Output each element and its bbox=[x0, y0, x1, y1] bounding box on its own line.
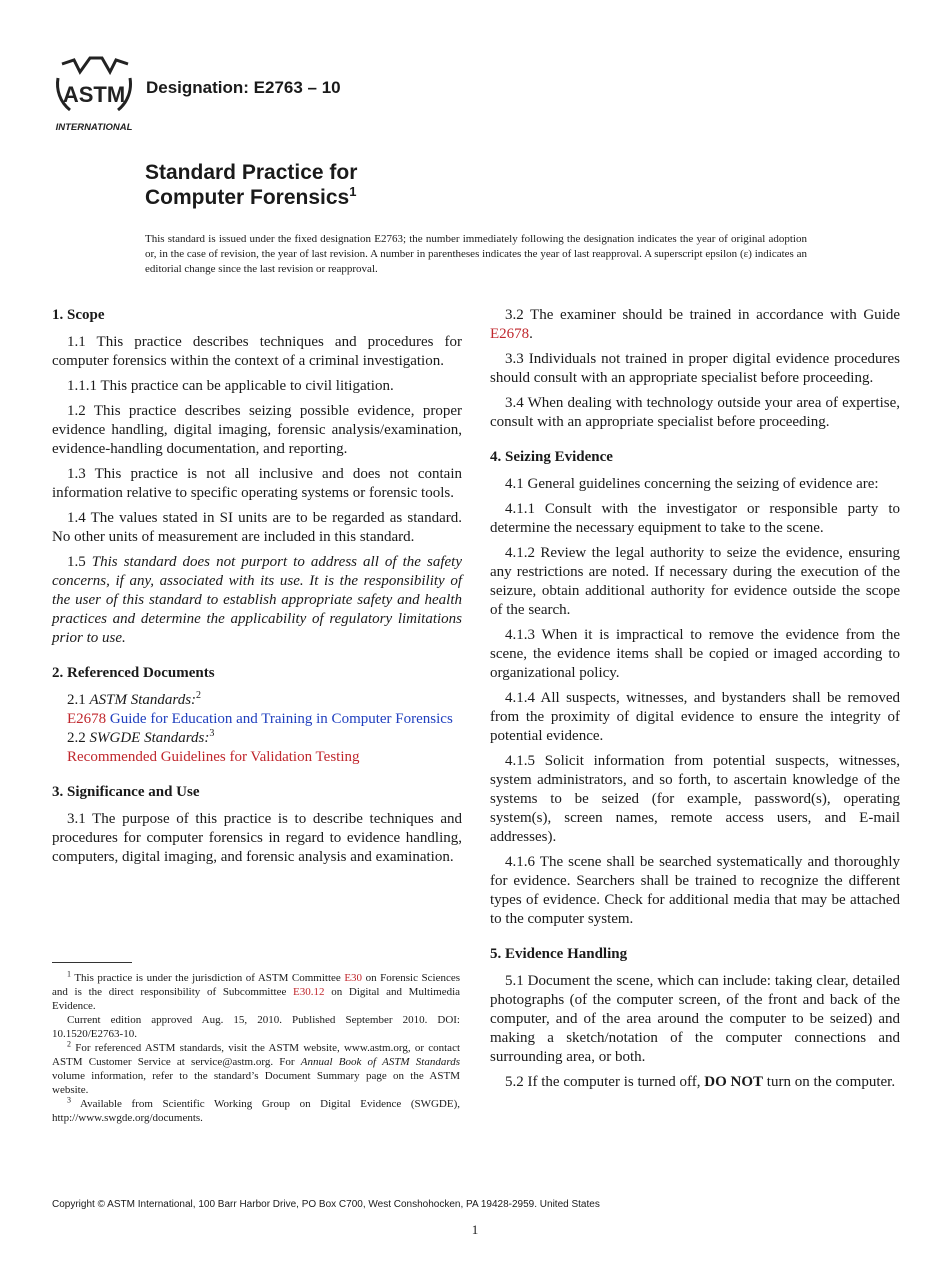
para-4-1-1: 4.1.1 Consult with the investigator or responsible party to determine the necessary equipment to take to the scene. bbox=[490, 501, 900, 536]
footnote-2-book-title: Annual Book of ASTM Standards bbox=[300, 1056, 461, 1068]
para-2-1-sup: 2 bbox=[196, 690, 202, 701]
para-4-1-5: 4.1.5 Solicit information from potential suspects, witnesses, system administrators, and so forth, to ascertain knowledge of the systems to be seized (for example, password(s), operating system(s), screen names, remote access users, and E-mail addresses). bbox=[490, 753, 900, 845]
para-3-1: 3.1 The purpose of this practice is to describe techniques and procedures for computer forensics in regard to evidence handling, computers, digital imaging, and forensic analysis and examination. bbox=[52, 811, 462, 865]
footnote-3-mark: 3 bbox=[67, 1095, 71, 1105]
ref-swgde bbox=[52, 748, 462, 767]
para-2-2-sup: 3 bbox=[209, 728, 215, 739]
para-3-2-ref-link[interactable]: E2678 bbox=[490, 326, 530, 342]
section-heading-significance: 3. Significance and Use bbox=[52, 784, 200, 800]
para-4-1: 4.1 General guidelines concerning the seizing of evidence are: bbox=[505, 476, 879, 492]
para-3-2 bbox=[490, 306, 900, 344]
para-5-2-end: turn on the computer. bbox=[766, 1074, 896, 1090]
footnote-1-end: on Digital and Multimedia Evidence. bbox=[52, 986, 461, 1012]
section-heading-seizing-evidence: 4. Seizing Evidence bbox=[490, 449, 613, 465]
para-2-1-num: 2.1 bbox=[67, 692, 86, 708]
para-5-2-emphasis: DO NOT bbox=[704, 1074, 764, 1090]
edition-note: Current edition approved Aug. 15, 2010. Published September 2010. DOI: 10.1520/E2763-10. bbox=[52, 1014, 460, 1040]
astm-logo bbox=[52, 56, 136, 136]
document-title bbox=[145, 160, 357, 210]
para-4-1-4: 4.1.4 All suspects, witnesses, and bystanders shall be removed from the proximity of digital evidence to ensure the integrity of potential evidence. bbox=[490, 690, 900, 744]
para-1-5-text: This standard does not purport to address all of the safety concerns, if any, associated with its use. It is the responsibility of the user of this standard to establish appropriate safety and health practices and determine the applicability of regulatory limitations prior to use. bbox=[52, 554, 462, 646]
para-1-4: 1.4 The values stated in SI units are to be regarded as standard. No other units of measurement are included in this standard. bbox=[52, 510, 462, 545]
footnote-1-committee-link[interactable]: E30 bbox=[344, 972, 363, 984]
ref-e2678-title-link[interactable]: Guide for Education and Training in Computer Forensics bbox=[109, 711, 453, 727]
left-column bbox=[52, 306, 462, 873]
footnote-1-text: This practice is under the jurisdiction of ASTM Committee bbox=[74, 972, 341, 984]
section-heading-referenced-documents: 2. Referenced Documents bbox=[52, 665, 215, 681]
title-line-2 bbox=[145, 185, 357, 210]
para-3-2-end: . bbox=[529, 326, 533, 342]
para-5-2 bbox=[490, 1073, 900, 1092]
ref-swgde-link[interactable]: Recommended Guidelines for Validation Testing bbox=[67, 749, 360, 765]
footnote-1-mark: 1 bbox=[67, 969, 71, 979]
para-5-2-text: 5.2 If the computer is turned off, bbox=[505, 1074, 701, 1090]
ref-e2678 bbox=[52, 710, 462, 729]
para-4-1-3: 4.1.3 When it is impractical to remove the evidence from the scene, the evidence items shall be copied or imaged according to organizational policy. bbox=[490, 627, 900, 681]
right-column bbox=[490, 306, 900, 1098]
designation: Designation: E2763 – 10 bbox=[146, 78, 341, 97]
footnote-1-subcommittee-link[interactable]: E30.12 bbox=[293, 986, 325, 998]
para-1-2: 1.2 This practice describes seizing possible evidence, proper evidence handling, digital imaging, forensic analysis/examination, evidence-handling documentation, and reporting. bbox=[52, 403, 462, 457]
para-4-1-2: 4.1.2 Review the legal authority to seize the evidence, ensuring any restrictions are noted. If necessary during the execution of the seizure, obtain additional authority for evidence outside the scope of the search. bbox=[490, 545, 900, 618]
ref-e2678-code-link[interactable]: E2678 bbox=[67, 711, 107, 727]
title-line-2-text: Computer Forensics bbox=[145, 186, 350, 209]
footnote-2-text: For referenced ASTM standards, visit the ASTM website, www.astm.org, or contact ASTM Customer Service at service@astm.org. For bbox=[52, 1042, 461, 1068]
footnote-2-end: volume information, refer to the standard’s Document Summary page on the ASTM website. bbox=[52, 1070, 460, 1096]
para-1-1: 1.1 This practice describes techniques and procedures for computer forensics within the context of a criminal investigation. bbox=[52, 334, 462, 369]
para-3-2-text: 3.2 The examiner should be trained in accordance with Guide bbox=[505, 307, 900, 323]
para-3-4: 3.4 When dealing with technology outside your area of expertise, consult with an appropriate specialist before proceeding. bbox=[490, 395, 900, 430]
para-3-3: 3.3 Individuals not trained in proper digital evidence procedures should consult with an appropriate specialist before proceeding. bbox=[490, 351, 900, 386]
para-5-1: 5.1 Document the scene, which can include: taking clear, detailed photographs (of the computer screen, of the front and back of the computer, and of the area around the computer to be seized) and making a sketch/notation of the computer connections and surrounding area, or both. bbox=[490, 973, 900, 1065]
para-1-5 bbox=[52, 553, 462, 648]
para-1-5-num: 1.5 bbox=[67, 554, 86, 570]
footnotes bbox=[52, 971, 460, 1125]
footnote-2 bbox=[52, 1041, 460, 1097]
para-2-2 bbox=[52, 729, 462, 748]
para-2-1 bbox=[52, 691, 462, 710]
para-2-1-label: ASTM Standards: bbox=[89, 692, 197, 708]
copyright-notice: Copyright © ASTM International, 100 Barr Harbor Drive, PO Box C700, West Conshohocken, PA 19428-2959. United States bbox=[52, 1199, 600, 1210]
para-2-2-num: 2.2 bbox=[67, 730, 86, 746]
para-1-3: 1.3 This practice is not all inclusive and does not contain information relative to specific operating systems or forensic tools. bbox=[52, 466, 462, 501]
title-footnote-mark: 1 bbox=[349, 184, 357, 199]
logo-text: ASTM bbox=[62, 82, 126, 107]
footnote-3-text: Available from Scientific Working Group on Digital Evidence (SWGDE), http://www.swgde.org/documents. bbox=[52, 1098, 460, 1124]
title-line-1: Standard Practice for bbox=[145, 161, 358, 184]
para-2-2-label: SWGDE Standards: bbox=[89, 730, 210, 746]
section-heading-scope: 1. Scope bbox=[52, 307, 105, 323]
footnote-divider bbox=[52, 962, 132, 963]
footnote-1 bbox=[52, 971, 460, 1013]
logo-subtext: INTERNATIONAL bbox=[55, 122, 133, 133]
page-number: 1 bbox=[471, 1222, 479, 1237]
footnote-3 bbox=[52, 1097, 460, 1125]
footnote-2-mark: 2 bbox=[67, 1039, 71, 1049]
para-4-1-6: 4.1.6 The scene shall be searched systematically and thoroughly for evidence. Searchers shall be trained to recognize the different types of evidence. Check for additional media that may be attached to the computer system. bbox=[490, 854, 900, 927]
section-heading-evidence-handling: 5. Evidence Handling bbox=[490, 946, 628, 962]
issuance-note: This standard is issued under the fixed designation E2763; the number immediately following the designation indicates the year of original adoption or, in the case of revision, the year of last revision. A number in parentheses indicates the year of last reapproval. A superscript epsilon (ε) indicates an editorial change since the last revision or reapproval. bbox=[145, 233, 807, 275]
para-1-1-1: 1.1.1 This practice can be applicable to civil litigation. bbox=[67, 378, 394, 394]
footnote-1-mid: on Forensic Sciences and is the direct responsibility of Subcommittee bbox=[52, 972, 461, 998]
